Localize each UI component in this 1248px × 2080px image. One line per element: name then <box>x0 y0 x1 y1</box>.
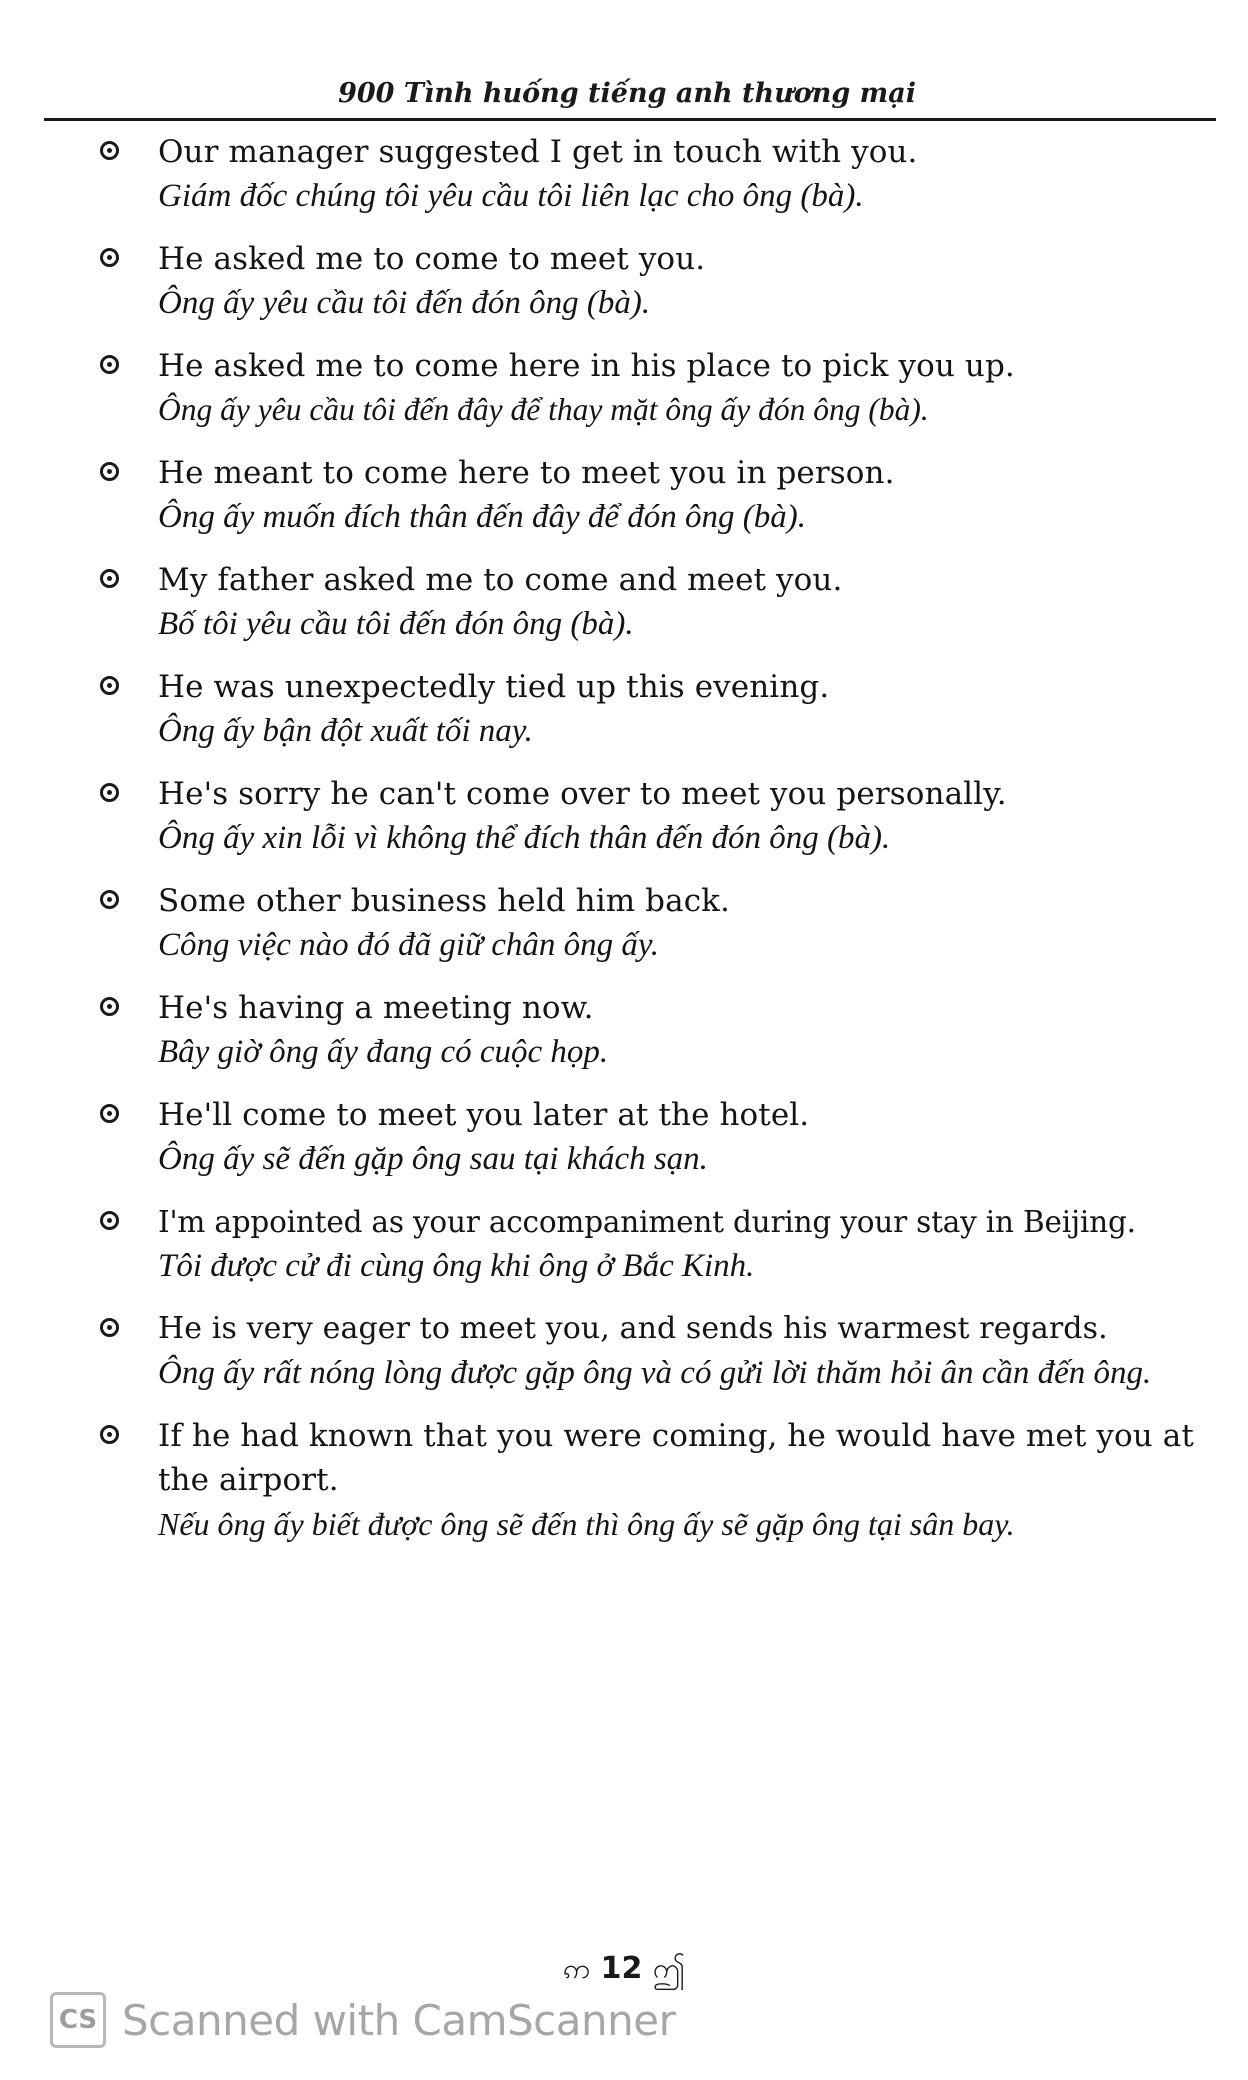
english-sentence: He's sorry he can't come over to meet you personally. <box>158 776 1007 812</box>
vietnamese-translation: Bây giờ ông ấy đang có cuộc họp. <box>158 1034 609 1070</box>
bullet-icon <box>100 997 119 1016</box>
phrase-item <box>100 344 1230 432</box>
vietnamese-translation: Bố tôi yêu cầu tôi đến đón ông (bà). <box>158 606 634 642</box>
bullet-icon <box>100 890 119 909</box>
phrase-item <box>100 1414 1230 1546</box>
english-sentence: He's having a meeting now. <box>158 990 594 1026</box>
bullet-icon <box>100 141 119 160</box>
page-footer <box>0 1950 1248 1992</box>
phrase-item <box>100 130 1230 218</box>
english-sentence: He asked me to come here in his place to pick you up. <box>158 348 1015 384</box>
vietnamese-translation: Ông ấy sẽ đến gặp ông sau tại khách sạn. <box>158 1141 708 1177</box>
phrase-item <box>100 665 1230 753</box>
vietnamese-translation: Ông ấy muốn đích thân đến đây để đón ông (bà). <box>158 499 806 535</box>
phrase-item <box>100 772 1230 860</box>
english-sentence: Our manager suggested I get in touch with you. <box>158 134 918 170</box>
english-sentence: He'll come to meet you later at the hotel. <box>158 1097 810 1133</box>
bullet-icon <box>100 676 119 695</box>
english-sentence: If he had known that you were coming, he would have met you at the airport. <box>158 1418 1194 1498</box>
vietnamese-translation: Giám đốc chúng tôi yêu cầu tôi liên lạc cho ông (bà). <box>158 178 864 214</box>
bullet-icon <box>100 355 119 374</box>
left-ornament: ဢ <box>562 1952 591 1985</box>
english-sentence: My father asked me to come and meet you. <box>158 562 843 598</box>
english-sentence: He is very eager to meet you, and sends his warmest regards. <box>158 1311 1108 1346</box>
page-header <box>44 72 1216 122</box>
bullet-icon <box>100 569 119 588</box>
vietnamese-translation: Nếu ông ấy biết được ông sẽ đến thì ông ấy sẽ gặp ông tại sân bay. <box>158 1506 1015 1542</box>
english-sentence: He meant to come here to meet you in person. <box>158 455 895 491</box>
vietnamese-translation: Ông ấy yêu cầu tôi đến đón ông (bà). <box>158 285 651 321</box>
bullet-icon <box>100 783 119 802</box>
bullet-icon <box>100 462 119 481</box>
phrase-item <box>100 1307 1230 1395</box>
phrase-item <box>100 986 1230 1074</box>
scanner-watermark <box>50 1988 675 2052</box>
camscanner-logo-icon: CS <box>50 1992 106 2048</box>
bullet-icon <box>100 1211 119 1230</box>
bullet-icon <box>100 248 119 267</box>
phrase-list <box>100 130 1230 1565</box>
vietnamese-translation: Tôi được cử đi cùng ông khi ông ở Bắc Kinh. <box>158 1248 755 1284</box>
phrase-item <box>100 1200 1230 1288</box>
watermark-text: Scanned with CamScanner <box>122 1995 676 2045</box>
english-sentence: Some other business held him back. <box>158 883 730 919</box>
running-title: 900 Tình huống tiếng anh thương mại <box>338 78 916 109</box>
vietnamese-translation: Công việc nào đó đã giữ chân ông ấy. <box>158 927 660 963</box>
page-number: 12 <box>600 1951 643 1986</box>
bullet-icon <box>100 1425 119 1444</box>
phrase-item <box>100 879 1230 967</box>
vietnamese-translation: Ông ấy bận đột xuất tối nay. <box>158 713 533 749</box>
bullet-icon <box>100 1318 119 1337</box>
vietnamese-translation: Ông ấy yêu cầu tôi đến đây để thay mặt ông ấy đón ông (bà). <box>158 392 929 427</box>
right-ornament: ဤ <box>652 1952 686 1985</box>
phrase-item <box>100 1093 1230 1181</box>
english-sentence: He asked me to come to meet you. <box>158 241 706 277</box>
vietnamese-translation: Ông ấy rất nóng lòng được gặp ông và có gửi lời thăm hỏi ân cần đến ông. <box>158 1355 1152 1391</box>
phrase-item <box>100 237 1230 325</box>
english-sentence: He was unexpectedly tied up this evening. <box>158 669 830 705</box>
english-sentence: I'm appointed as your accompaniment during your stay in Beijing. <box>158 1205 1136 1239</box>
phrase-item <box>100 451 1230 539</box>
bullet-icon <box>100 1104 119 1123</box>
phrase-item <box>100 558 1230 646</box>
vietnamese-translation: Ông ấy xin lỗi vì không thể đích thân đến đón ông (bà). <box>158 820 891 856</box>
header-rule <box>44 118 1216 121</box>
